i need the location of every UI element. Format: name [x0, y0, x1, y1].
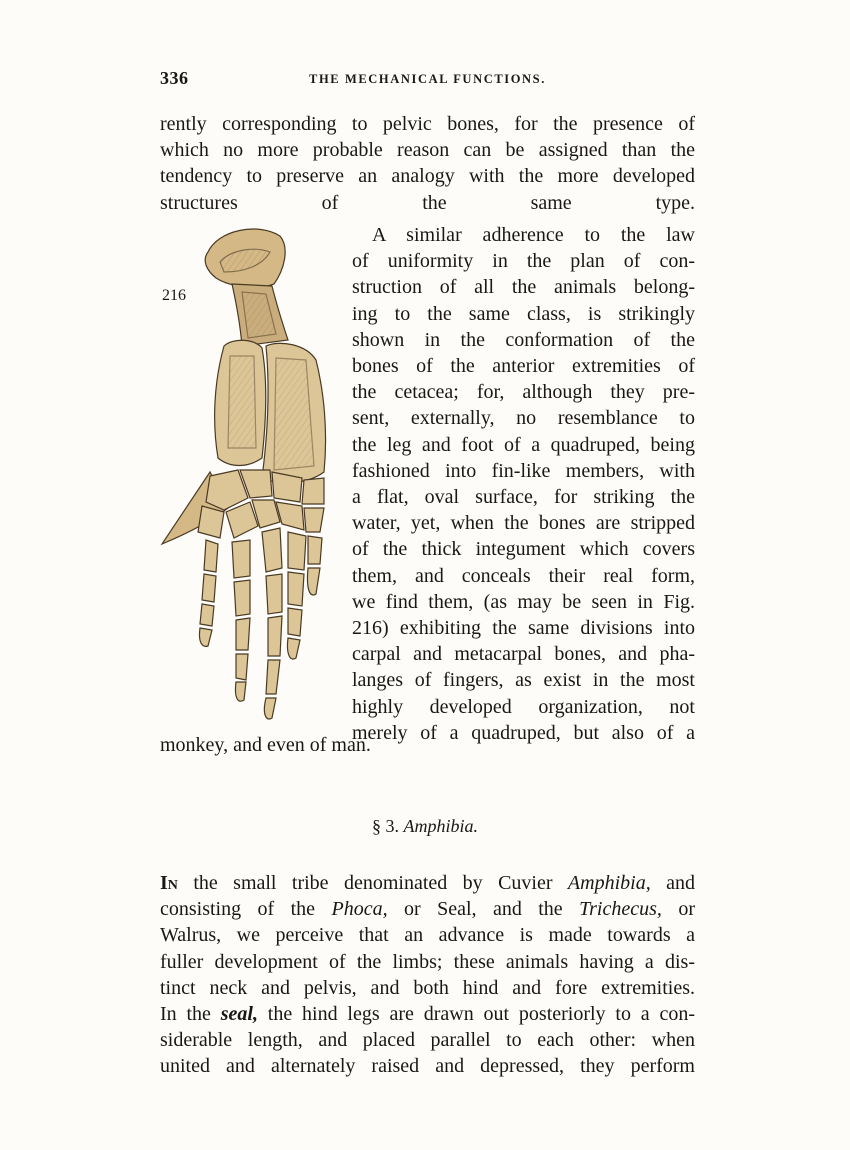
text-line: rently corresponding to pelvic bones, for the presence of	[160, 113, 695, 135]
text-line: fuller development of the limbs; these animals having a dis-	[160, 950, 695, 973]
text-line: tendency to preserve an analogy with the more developed	[160, 165, 695, 188]
paragraph-2	[352, 222, 695, 746]
taxon-amphibia: Amphibia,	[567, 872, 651, 894]
text-line: highly developed organization, not	[352, 695, 695, 718]
text-line: sent, externally, no resemblance to	[352, 407, 695, 430]
text-line: siderable length, and placed parallel to each other: when	[160, 1029, 695, 1052]
text-run: the small tribe denominated by Cuvier	[177, 872, 568, 894]
drop-cap: In	[160, 872, 178, 894]
paragraph-2-continuation: monkey, and even of man.	[160, 734, 371, 756]
text-line: struction of all the animals belong-	[352, 276, 695, 299]
taxon-trichecus: Trichecus,	[579, 898, 662, 921]
text-run: or Seal, and the	[387, 898, 580, 921]
paragraph-3	[160, 870, 695, 1080]
text-line: shown in the conformation of the	[352, 328, 695, 351]
text-line: which no more probable reason can be assigned than the	[160, 139, 695, 162]
emphasis-seal: seal,	[220, 1003, 258, 1026]
text-run: the hind legs are drawn out posteriorly to a con-	[257, 1003, 696, 1026]
text-line: 216) exhibiting the same divisions into	[352, 617, 695, 640]
text-run: consisting of the	[160, 898, 332, 921]
page-header	[160, 68, 695, 96]
text-line: A similar adherence to the law	[372, 224, 695, 246]
text-line: united and alternately raised and depressed, they perform	[160, 1055, 695, 1078]
running-head: THE MECHANICAL FUNCTIONS.	[309, 72, 546, 86]
text-line: the cetacea; for, although they pre-	[352, 381, 695, 404]
text-line: of uniformity in the plan of con-	[352, 250, 695, 273]
text-line: bones of the anterior extremities of	[352, 355, 695, 378]
paragraph-1	[160, 111, 695, 216]
text-line: of the thick integument which covers	[352, 538, 695, 561]
text-run: and	[650, 872, 695, 894]
section-name: Amphibia.	[403, 816, 478, 836]
text-line: the leg and foot of a quadruped, being	[352, 433, 695, 456]
text-line: tinct neck and pelvis, and both hind and fore extremities.	[160, 976, 695, 999]
text-line: carpal and metacarpal bones, and pha-	[352, 643, 695, 666]
text-line: fashioned into fin-like members, with	[352, 459, 695, 482]
text-line: merely of a quadruped, but also of a	[352, 721, 695, 744]
section-heading	[0, 816, 850, 837]
text-run: or	[661, 898, 695, 921]
figure-label: 216	[162, 287, 186, 304]
text-line: water, yet, when the bones are stripped	[352, 512, 695, 535]
text-run: In the	[160, 1003, 221, 1026]
text-line: a flat, oval surface, for striking the	[352, 486, 695, 509]
taxon-phoca: Phoca,	[331, 898, 388, 921]
section-marker: § 3.	[372, 816, 399, 836]
text-line: ing to the same class, is strikingly	[352, 302, 695, 325]
text-line: Walrus, we perceive that an advance is made towards a	[160, 924, 695, 947]
text-line: them, and conceals their real form,	[352, 564, 695, 587]
text-line: langes of fingers, as exist in the most	[352, 669, 695, 692]
text-line: we find them, (as may be seen in Fig.	[352, 590, 695, 613]
page-number: 336	[160, 68, 189, 88]
text-line: structures of the same type.	[160, 191, 695, 214]
